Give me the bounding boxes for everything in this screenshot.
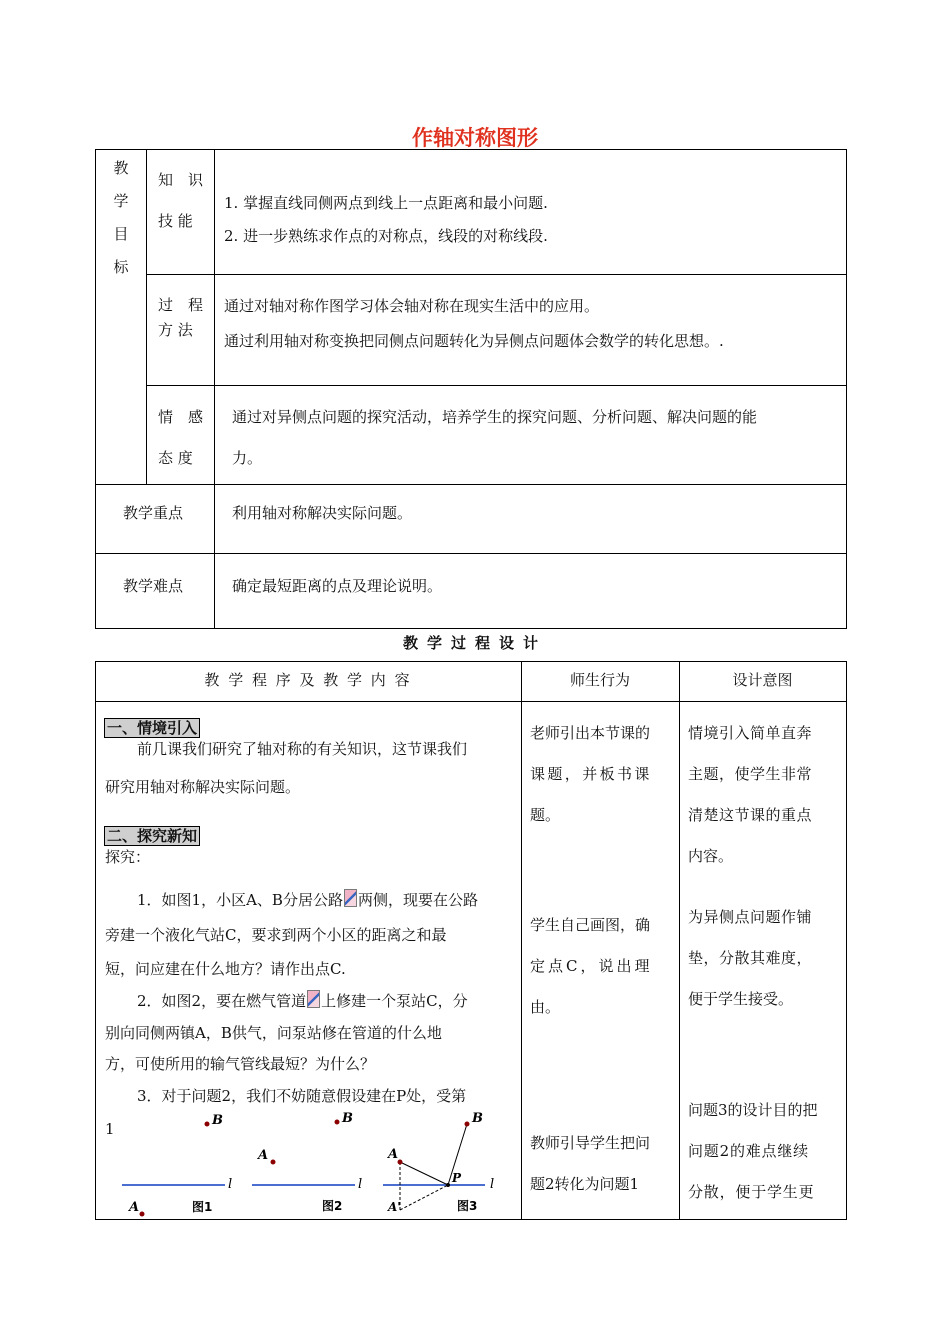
intent-line: 为异侧点问题作铺	[688, 908, 813, 926]
q2-line1-text: 2．如图2，要在燃气管道	[137, 992, 307, 1010]
intent-line: 问题2的难点继续	[688, 1142, 809, 1160]
line-l-glyph-icon	[307, 990, 320, 1008]
process-design-heading: 教学过程设计	[402, 634, 547, 652]
goals-header-cell	[96, 150, 147, 485]
fig3-label-a: A	[388, 1147, 399, 1162]
process-label-line2: 方 法	[158, 321, 193, 339]
intent-paragraph-2	[688, 897, 812, 1020]
intent-line: 便于学生接受。	[688, 990, 794, 1008]
q2-line1-tail: 上修建一个泵站C，分	[321, 992, 468, 1010]
q3-line1: 3．对于问题2，我们不妨随意假设建在P处，受第	[137, 1087, 467, 1105]
fig1-caption: 图1	[192, 1200, 213, 1214]
header-content: 教 学 程 序 及 教 学 内 容	[204, 671, 412, 689]
fig2-point-a	[271, 1160, 276, 1165]
fig3-caption: 图3	[457, 1199, 478, 1213]
intent-line: 垫，分散其难度，	[688, 949, 813, 967]
intent-line: 主题，使学生非常	[688, 765, 813, 783]
fig2-label-l: l	[358, 1177, 363, 1192]
teacher-paragraph-1	[530, 713, 652, 836]
emotion-label-line2: 态 度	[158, 449, 193, 467]
process-item: 通过对轴对称作图学习体会轴对称在现实生活中的应用。	[224, 297, 600, 315]
teacher-line: 教师引导学生把问	[530, 1134, 651, 1152]
knowledge-label-line1: 知 识	[158, 171, 204, 189]
teacher-line: 老师引出本节课的	[530, 724, 651, 742]
teacher-line: 由。	[530, 998, 561, 1016]
intent-paragraph-1	[688, 713, 812, 877]
figure-2	[252, 1111, 362, 1213]
q1-line1-text: 1．如图1，小区A、B分居公路	[137, 891, 343, 909]
fig2-caption: 图2	[322, 1199, 343, 1213]
intent-line: 内容。	[688, 847, 734, 865]
intent-paragraph-3	[688, 1090, 818, 1213]
goals-header-char: 教	[113, 159, 129, 177]
fig2-point-b	[335, 1120, 340, 1125]
knowledge-label-line2: 技 能	[158, 212, 193, 230]
emotion-text-line2: 力。	[232, 449, 263, 467]
fig3-label-b: B	[472, 1111, 483, 1126]
knowledge-item: 1. 掌握直线同侧两点到线上一点距离和最小问题.	[224, 194, 548, 212]
fig3-label-p: P	[452, 1171, 462, 1185]
difficulty-text: 确定最短距离的点及理论说明。	[232, 577, 443, 595]
key-point-text: 利用轴对称解决实际问题。	[232, 504, 413, 522]
fig3-point-a	[398, 1160, 403, 1165]
intent-line: 清楚这节课的重点	[688, 806, 813, 824]
teacher-line: 定点C，说出理	[530, 957, 653, 975]
fig1-point-b	[205, 1122, 210, 1127]
teaching-goals-table	[95, 149, 847, 629]
knowledge-item: 2. 进一步熟练求作点的对称点，线段的对称线段.	[224, 227, 548, 245]
line-l-glyph-icon	[344, 889, 357, 907]
intro-line1: 前几课我们研究了轴对称的有关知识，这节课我们	[137, 740, 468, 758]
goals-header	[106, 152, 136, 284]
teacher-paragraph-2	[530, 905, 652, 1028]
figure-3	[383, 1111, 494, 1214]
emotion-label-cell	[147, 385, 215, 484]
q1-line1	[137, 885, 478, 916]
q1-line2: 旁建一个液化气站C，要求到两个小区的距离之和最	[105, 926, 447, 944]
emotion-content-cell	[215, 385, 847, 484]
goals-header-char: 学	[113, 192, 129, 210]
emotion-text-line1: 通过对异侧点问题的探究活动，培养学生的探究问题、分析问题、解决问题的能	[232, 408, 758, 426]
q2-line1	[137, 986, 468, 1017]
teacher-line: 题。	[530, 806, 561, 824]
goals-header-char: 标	[113, 258, 129, 276]
teacher-line: 学生自己画图，确	[530, 916, 651, 934]
intent-line: 情境引入简单直奔	[688, 724, 813, 742]
intro-line2: 研究用轴对称解决实际问题。	[105, 778, 301, 796]
fig3-point-b	[465, 1122, 470, 1127]
difficulty-label: 教学难点	[123, 577, 184, 595]
fig2-label-b: B	[342, 1111, 353, 1126]
teacher-line: 课题，并板书课	[530, 765, 652, 783]
q3-line2: 1	[105, 1120, 115, 1138]
fig1-point-a	[140, 1212, 145, 1217]
figure-1	[122, 1113, 232, 1217]
fig3-label-l: l	[490, 1177, 495, 1192]
q1-line1-tail: 两侧，现要在公路	[357, 891, 478, 909]
q2-line2: 别向同侧两镇A，B供气，问泵站修在管道的什么地	[105, 1024, 442, 1042]
fig1-label-a: A	[129, 1200, 140, 1215]
section-situation-intro: 一、情境引入	[104, 718, 200, 738]
geometry-figures	[100, 1100, 520, 1218]
fig3-segment-ap	[400, 1162, 448, 1185]
header-teacher: 师生行为	[569, 671, 630, 689]
q1-line3: 短，问应建在什么地方？请作出点C.	[105, 960, 346, 978]
intent-line: 分散，便于学生更	[688, 1183, 815, 1201]
fig3-point-p	[446, 1183, 450, 1187]
fig3-segment-a-prime-p	[400, 1185, 448, 1210]
process-item: 通过利用轴对称变换把同侧点问题转化为异侧点问题体会数学的转化思想。.	[224, 332, 724, 350]
teacher-paragraph-3	[530, 1123, 650, 1205]
fig1-label-b: B	[212, 1113, 223, 1128]
intent-line: 问题3的设计目的把	[688, 1101, 818, 1119]
header-intent: 设计意图	[732, 671, 793, 689]
section-explore-new: 二、探究新知	[104, 826, 200, 846]
teacher-line: 题2转化为问题1	[530, 1175, 640, 1193]
explore-label: 探究：	[105, 848, 151, 866]
emotion-label-line1: 情 感	[158, 408, 204, 426]
document-title: 作轴对称图形	[412, 126, 538, 150]
fig2-label-a: A	[258, 1148, 269, 1163]
process-label-line1: 过 程	[158, 296, 204, 314]
fig3-label-a-prime: A'	[388, 1200, 401, 1214]
fig1-label-l: l	[228, 1177, 233, 1192]
q2-line3: 方，可使所用的输气管线最短？为什么？	[105, 1055, 376, 1073]
goals-header-char: 目	[113, 225, 129, 243]
key-point-label: 教学重点	[123, 504, 184, 522]
